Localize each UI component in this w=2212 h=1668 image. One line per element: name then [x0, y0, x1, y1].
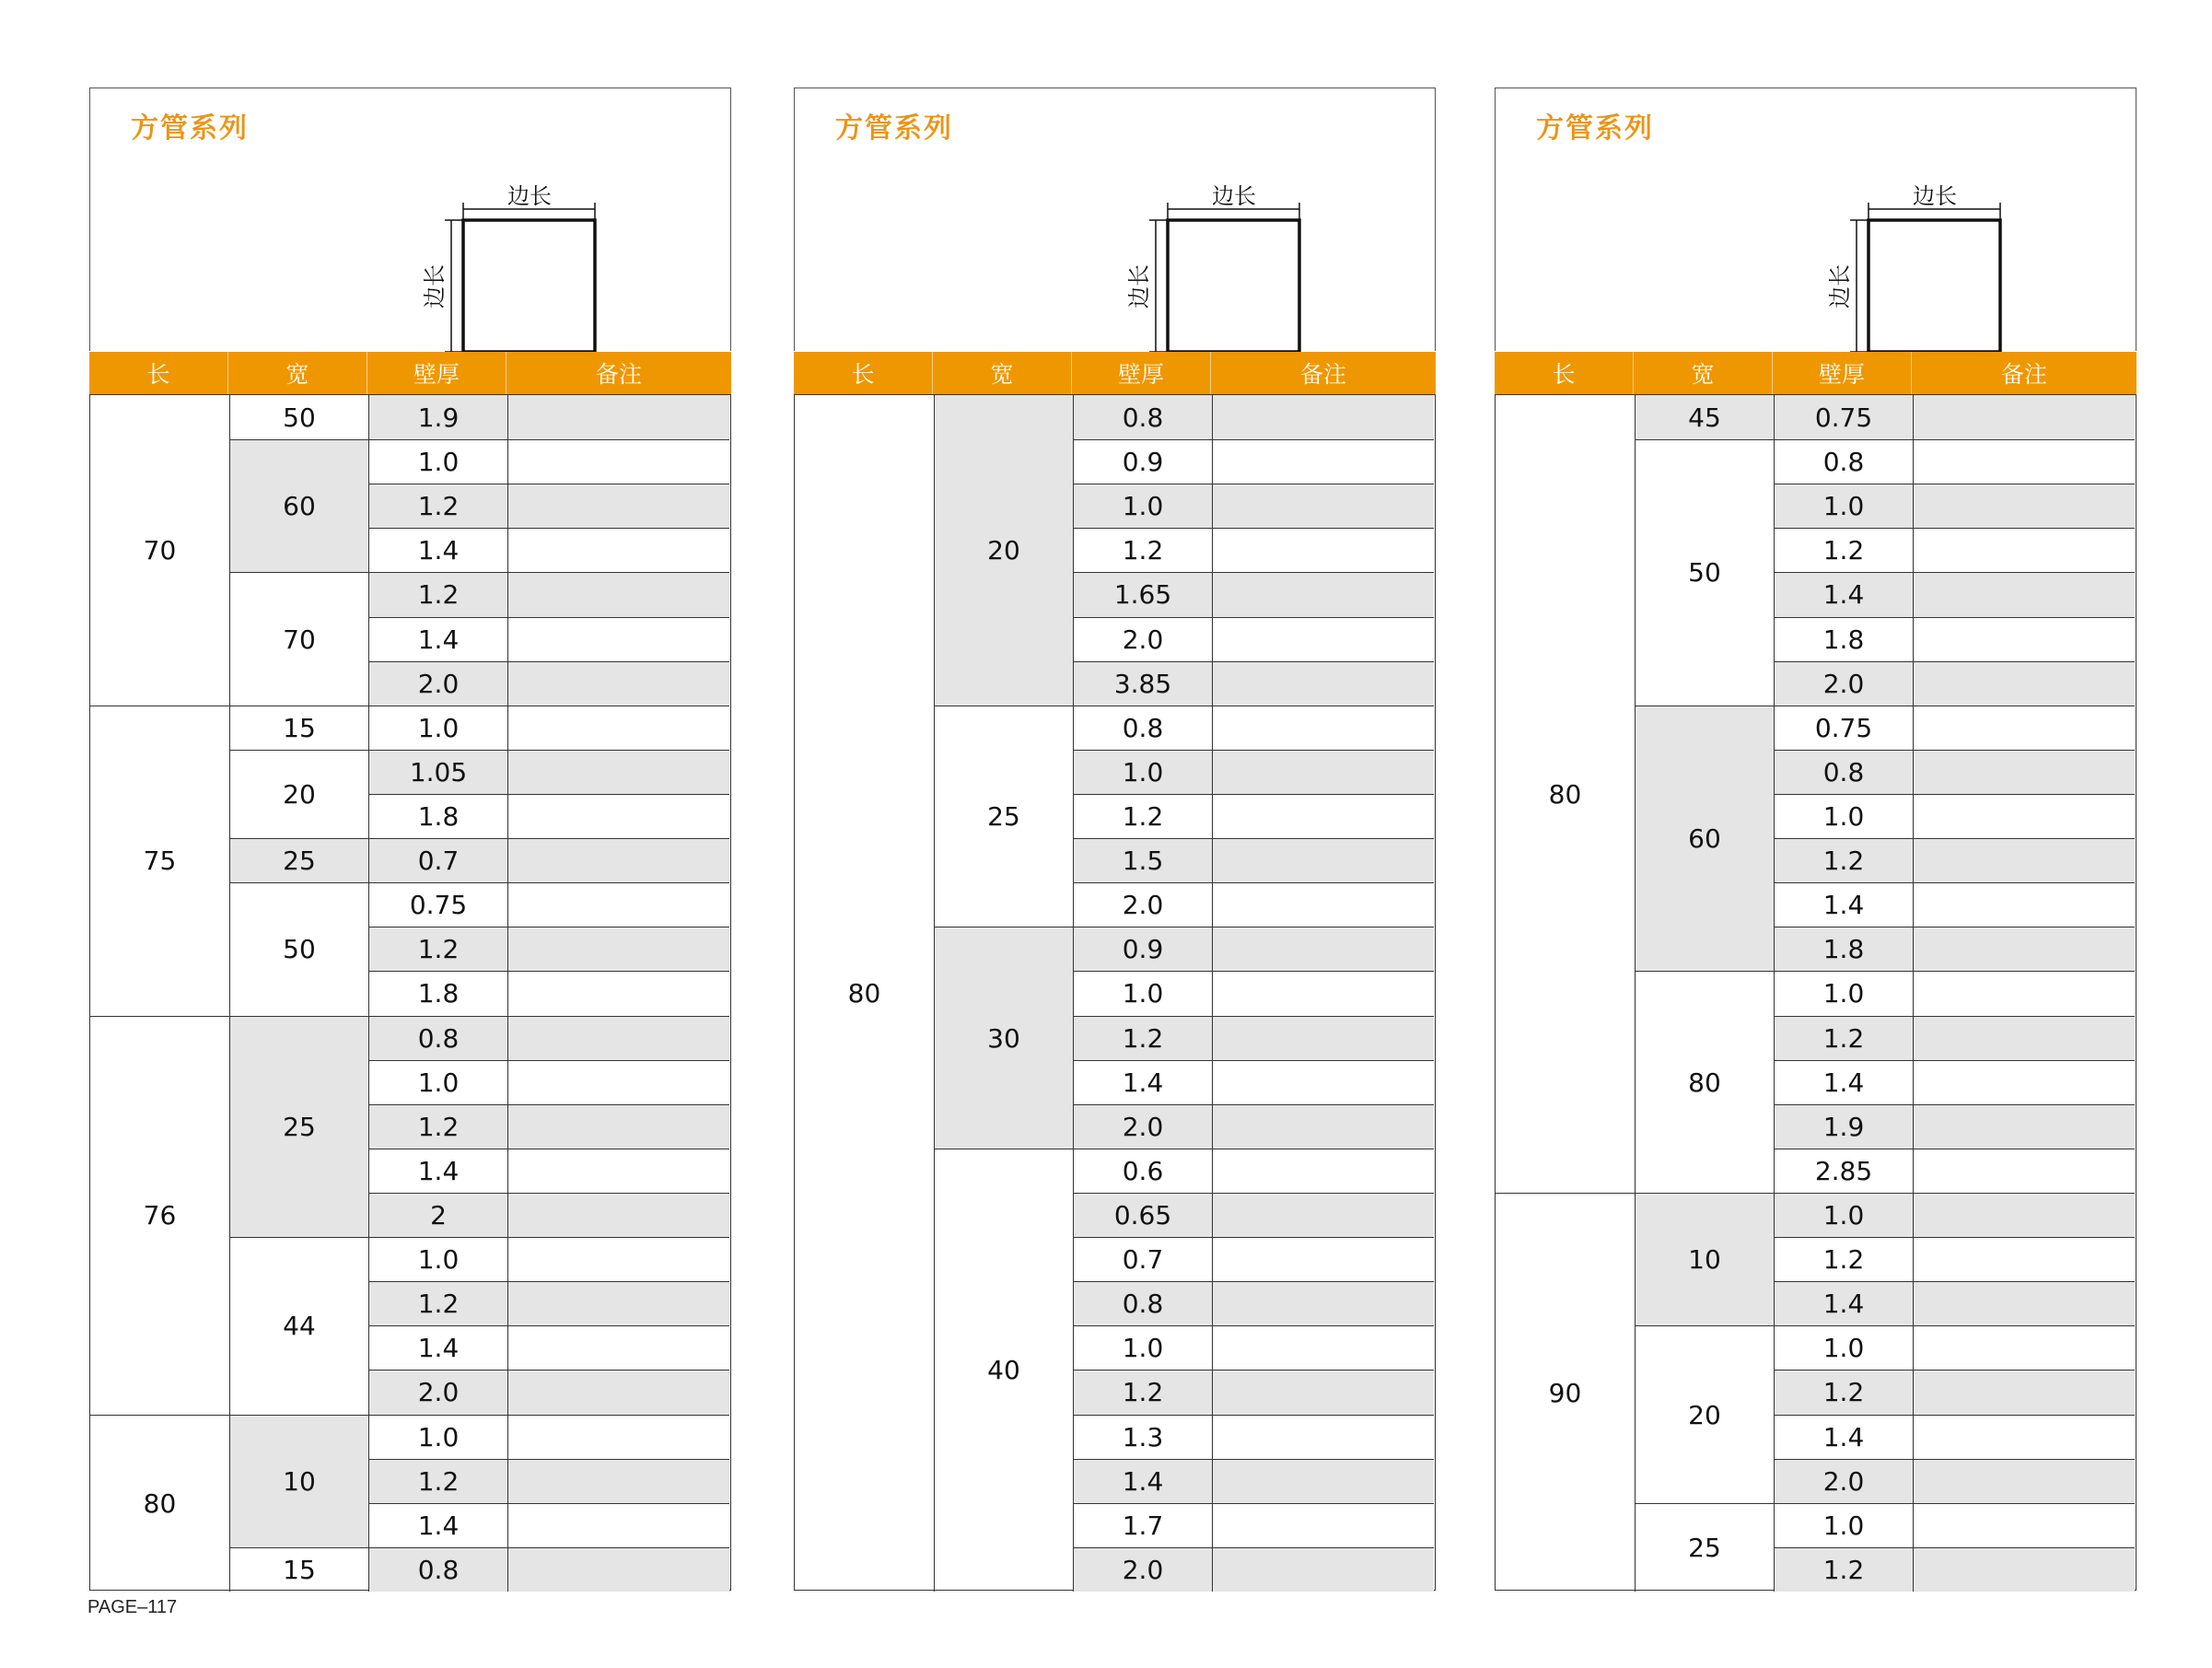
remark-cell: [1212, 706, 1434, 750]
width-cell: 15: [229, 706, 368, 750]
thickness-cell: 0.6: [1073, 1149, 1212, 1193]
thickness-cell: 0.65: [1073, 1193, 1212, 1237]
panel-title: 方管系列: [835, 112, 953, 145]
width-cell: 60: [229, 439, 368, 572]
thickness-cell: 1.2: [1774, 1016, 1913, 1060]
length-cell: 80: [847, 978, 881, 1009]
width-cell: 25: [934, 706, 1073, 927]
remark-cell: [507, 1149, 729, 1193]
remark-cell: [507, 794, 729, 838]
column-header-length: 长: [794, 352, 933, 394]
remark-cell: [1212, 528, 1434, 572]
width-cell: 10: [229, 1415, 368, 1547]
remark-cell: [1913, 1547, 2135, 1592]
thickness-cell: 1.4: [1774, 1060, 1913, 1104]
thickness-cell: 1.0: [1774, 1503, 1913, 1547]
remark-cell: [507, 395, 729, 439]
remark-cell: [1913, 1459, 2135, 1503]
thickness-cell: 1.4: [368, 1149, 507, 1193]
remark-cell: [1212, 1415, 1434, 1459]
panel-title: 方管系列: [1536, 112, 1654, 145]
remark-cell: [1212, 572, 1434, 616]
thickness-cell: 0.8: [368, 1016, 507, 1060]
remark-cell: [1212, 1060, 1434, 1104]
thickness-cell: 1.2: [1774, 1370, 1913, 1414]
thickness-cell: 1.8: [1774, 617, 1913, 661]
thickness-cell: 1.4: [1774, 1281, 1913, 1325]
column-header-width: 宽: [228, 352, 367, 394]
column-header-remark: 备注: [2000, 361, 2047, 388]
thickness-cell: 1.4: [368, 1503, 507, 1547]
thickness-cell: 1.4: [1774, 882, 1913, 927]
remark-cell: [1913, 1281, 2135, 1325]
thickness-cell: 1.2: [368, 1281, 507, 1325]
remark-cell: [1913, 971, 2135, 1015]
thickness-cell: 1.0: [1774, 484, 1913, 528]
remark-cell: [507, 1370, 729, 1414]
square-section-icon: [1027, 136, 1303, 367]
width-cell: 50: [229, 882, 368, 1015]
thickness-cell: 1.4: [368, 617, 507, 661]
dimension-label-side: 边长: [422, 264, 448, 309]
remark-cell: [1212, 794, 1434, 838]
remark-cell: [1212, 661, 1434, 706]
remark-cell: [1913, 1060, 2135, 1104]
length-cell: 80: [1548, 778, 1582, 810]
remark-cell: [1913, 1503, 2135, 1547]
dimension-label-top: 边长: [1212, 183, 1256, 209]
thickness-cell: 1.2: [1073, 794, 1212, 838]
thickness-cell: 1.3: [1073, 1415, 1212, 1459]
remark-cell: [1913, 617, 2135, 661]
square-section-icon: [1728, 136, 2004, 367]
thickness-cell: 1.4: [1073, 1060, 1212, 1104]
remark-cell: [1212, 395, 1434, 439]
thickness-cell: 1.8: [368, 971, 507, 1015]
width-cell: 20: [934, 395, 1073, 706]
thickness-cell: 1.0: [1073, 484, 1212, 528]
remark-cell: [1212, 838, 1434, 882]
column-header-thickness: 壁厚: [1072, 352, 1211, 394]
column-header-width: 宽: [1634, 352, 1773, 394]
spec-table-panel-3: [1495, 87, 2136, 1591]
thickness-cell: 1.05: [368, 750, 507, 794]
remark-cell: [1212, 617, 1434, 661]
thickness-cell: 1.4: [1073, 1459, 1212, 1503]
length-cell: 70: [143, 534, 177, 566]
remark-cell: [1212, 1016, 1434, 1060]
thickness-cell: 0.8: [1774, 439, 1913, 484]
thickness-cell: 1.0: [1073, 1325, 1212, 1370]
remark-cell: [507, 750, 729, 794]
remark-cell: [1913, 1149, 2135, 1193]
remark-cell: [507, 1547, 729, 1592]
thickness-cell: 1.0: [1774, 1325, 1913, 1370]
thickness-cell: 2.0: [368, 661, 507, 706]
thickness-cell: 0.75: [1774, 706, 1913, 750]
thickness-cell: 2.85: [1774, 1149, 1913, 1193]
remark-cell: [1913, 838, 2135, 882]
remark-cell: [1913, 1104, 2135, 1149]
table-header-row: [794, 352, 1436, 394]
thickness-cell: 1.2: [1073, 1016, 1212, 1060]
thickness-cell: 0.8: [1774, 750, 1913, 794]
remark-cell: [1212, 484, 1434, 528]
thickness-cell: 1.2: [1774, 838, 1913, 882]
remark-cell: [507, 1193, 729, 1237]
spec-table: [89, 394, 731, 1591]
length-cell: 80: [90, 1415, 229, 1592]
remark-cell: [507, 1415, 729, 1459]
remark-cell: [1212, 439, 1434, 484]
width-cell: 40: [934, 1149, 1073, 1592]
thickness-cell: 2.0: [1073, 617, 1212, 661]
thickness-cell: 1.2: [1073, 528, 1212, 572]
thickness-cell: 1.4: [368, 1325, 507, 1370]
table-header-row: [89, 352, 731, 394]
remark-cell: [1913, 395, 2135, 439]
width-cell: 20: [229, 750, 368, 838]
thickness-cell: 1.2: [1073, 1370, 1212, 1414]
thickness-cell: 2.0: [1774, 661, 1913, 706]
thickness-cell: 1.8: [368, 794, 507, 838]
width-cell: 25: [1635, 1503, 1774, 1592]
thickness-cell: 1.0: [368, 706, 507, 750]
remark-cell: [1212, 1104, 1434, 1149]
thickness-cell: 1.0: [368, 439, 507, 484]
remark-cell: [1913, 706, 2135, 750]
remark-cell: [507, 439, 729, 484]
remark-cell: [1913, 1016, 2135, 1060]
spec-table-panel-2: [794, 87, 1436, 1591]
remark-cell: [1913, 1237, 2135, 1281]
thickness-cell: 0.7: [368, 838, 507, 882]
remark-cell: [1212, 1237, 1434, 1281]
length-cell: 76: [90, 1016, 229, 1415]
remark-cell: [1212, 1193, 1434, 1237]
panel-header: [1495, 87, 2136, 351]
thickness-cell: 0.8: [1073, 395, 1212, 439]
remark-cell: [507, 1016, 729, 1060]
remark-cell: [507, 528, 729, 572]
column-header-thickness: 壁厚: [1773, 352, 1912, 394]
remark-cell: [1913, 439, 2135, 484]
column-header-width: 宽: [933, 352, 1072, 394]
thickness-cell: 1.2: [1774, 528, 1913, 572]
thickness-cell: 1.0: [1774, 794, 1913, 838]
remark-cell: [507, 617, 729, 661]
remark-cell: [1212, 1149, 1434, 1193]
remark-cell: [1212, 1370, 1434, 1414]
thickness-cell: 1.0: [1073, 750, 1212, 794]
dimension-label-top: 边长: [507, 183, 552, 209]
thickness-cell: 1.0: [1774, 1193, 1913, 1237]
remark-cell: [507, 971, 729, 1015]
dimension-label-side: 边长: [1827, 264, 1853, 309]
remark-cell: [507, 882, 729, 927]
thickness-cell: 1.0: [1073, 971, 1212, 1015]
width-cell: 30: [934, 927, 1073, 1149]
remark-cell: [1212, 750, 1434, 794]
width-cell: 20: [1635, 1325, 1774, 1502]
remark-cell: [1212, 927, 1434, 971]
thickness-cell: 2.0: [368, 1370, 507, 1414]
remark-cell: [1913, 882, 2135, 927]
remark-cell: [507, 1281, 729, 1325]
thickness-cell: 0.8: [1073, 706, 1212, 750]
page-number: PAGE–117: [87, 1597, 178, 1617]
column-header-thickness: 壁厚: [367, 352, 506, 394]
remark-cell: [507, 927, 729, 971]
remark-cell: [507, 1104, 729, 1149]
thickness-cell: 1.9: [368, 395, 507, 439]
width-cell: 15: [229, 1547, 368, 1592]
remark-cell: [507, 838, 729, 882]
thickness-cell: 1.4: [368, 528, 507, 572]
dimension-label-side: 边长: [1126, 264, 1152, 309]
thickness-cell: 2: [368, 1193, 507, 1237]
remark-cell: [1913, 750, 2135, 794]
thickness-cell: 2.0: [1073, 1104, 1212, 1149]
thickness-cell: 1.2: [368, 1104, 507, 1149]
remark-cell: [1212, 971, 1434, 1015]
remark-cell: [1913, 794, 2135, 838]
thickness-cell: 1.0: [1774, 971, 1913, 1015]
thickness-cell: 0.7: [1073, 1237, 1212, 1281]
thickness-cell: 0.8: [1073, 1281, 1212, 1325]
remark-cell: [507, 484, 729, 528]
thickness-cell: 1.4: [1774, 1415, 1913, 1459]
thickness-cell: 0.75: [368, 882, 507, 927]
thickness-cell: 0.9: [1073, 439, 1212, 484]
width-cell: 50: [229, 395, 368, 439]
spec-table: [794, 394, 1436, 1591]
thickness-cell: 1.2: [368, 484, 507, 528]
thickness-cell: 0.75: [1774, 395, 1913, 439]
square-section-icon: [322, 136, 599, 367]
remark-cell: [1913, 1415, 2135, 1459]
remark-cell: [1913, 572, 2135, 616]
remark-cell: [507, 661, 729, 706]
remark-cell: [1913, 927, 2135, 971]
remark-cell: [1913, 1193, 2135, 1237]
remark-cell: [507, 1237, 729, 1281]
thickness-cell: 1.2: [368, 1459, 507, 1503]
thickness-cell: 2.0: [1073, 882, 1212, 927]
thickness-cell: 1.7: [1073, 1503, 1212, 1547]
thickness-cell: 1.4: [1774, 572, 1913, 616]
remark-cell: [1212, 1281, 1434, 1325]
thickness-cell: 1.0: [368, 1237, 507, 1281]
thickness-cell: 1.9: [1774, 1104, 1913, 1149]
width-cell: 44: [229, 1237, 368, 1414]
remark-cell: [507, 1325, 729, 1370]
remark-cell: [507, 1459, 729, 1503]
width-cell: 70: [229, 572, 368, 705]
width-cell: 25: [229, 838, 368, 882]
remark-cell: [1212, 1459, 1434, 1503]
remark-cell: [1913, 528, 2135, 572]
width-cell: 10: [1635, 1193, 1774, 1325]
panel-title: 方管系列: [131, 112, 249, 145]
thickness-cell: 1.2: [368, 572, 507, 616]
thickness-cell: 1.0: [368, 1060, 507, 1104]
length-cell: 90: [1496, 1193, 1635, 1592]
thickness-cell: 1.0: [368, 1415, 507, 1459]
remark-cell: [507, 1060, 729, 1104]
width-cell: 45: [1635, 395, 1774, 439]
remark-cell: [1913, 1325, 2135, 1370]
remark-cell: [1212, 1325, 1434, 1370]
thickness-cell: 1.8: [1774, 927, 1913, 971]
width-cell: 80: [1635, 971, 1774, 1193]
panel-header: [89, 87, 731, 351]
thickness-cell: 0.8: [368, 1547, 507, 1592]
dimension-label-top: 边长: [1913, 183, 1957, 209]
remark-cell: [1913, 484, 2135, 528]
remark-cell: [1212, 1503, 1434, 1547]
remark-cell: [1913, 661, 2135, 706]
thickness-cell: 3.85: [1073, 661, 1212, 706]
remark-cell: [1913, 1370, 2135, 1414]
column-header-length: 长: [1495, 352, 1634, 394]
column-header-remark: 备注: [595, 361, 642, 388]
column-header-remark: 备注: [1299, 361, 1346, 388]
remark-cell: [507, 1503, 729, 1547]
thickness-cell: 0.9: [1073, 927, 1212, 971]
panel-header: [794, 87, 1436, 351]
thickness-cell: 2.0: [1774, 1459, 1913, 1503]
thickness-cell: 1.65: [1073, 572, 1212, 616]
remark-cell: [1212, 882, 1434, 927]
spec-table-panel-1: [89, 87, 731, 1591]
column-header-length: 长: [89, 352, 228, 394]
remark-cell: [507, 706, 729, 750]
remark-cell: [1212, 1547, 1434, 1592]
table-header-row: [1495, 352, 2136, 394]
thickness-cell: 1.5: [1073, 838, 1212, 882]
width-cell: 60: [1635, 706, 1774, 972]
width-cell: 25: [229, 1016, 368, 1238]
remark-cell: [507, 572, 729, 616]
width-cell: 50: [1635, 439, 1774, 706]
thickness-cell: 1.2: [1774, 1237, 1913, 1281]
length-cell: 75: [90, 706, 229, 1016]
spec-table: [1495, 394, 2136, 1591]
thickness-cell: 1.2: [368, 927, 507, 971]
thickness-cell: 1.2: [1774, 1547, 1913, 1592]
thickness-cell: 2.0: [1073, 1547, 1212, 1592]
